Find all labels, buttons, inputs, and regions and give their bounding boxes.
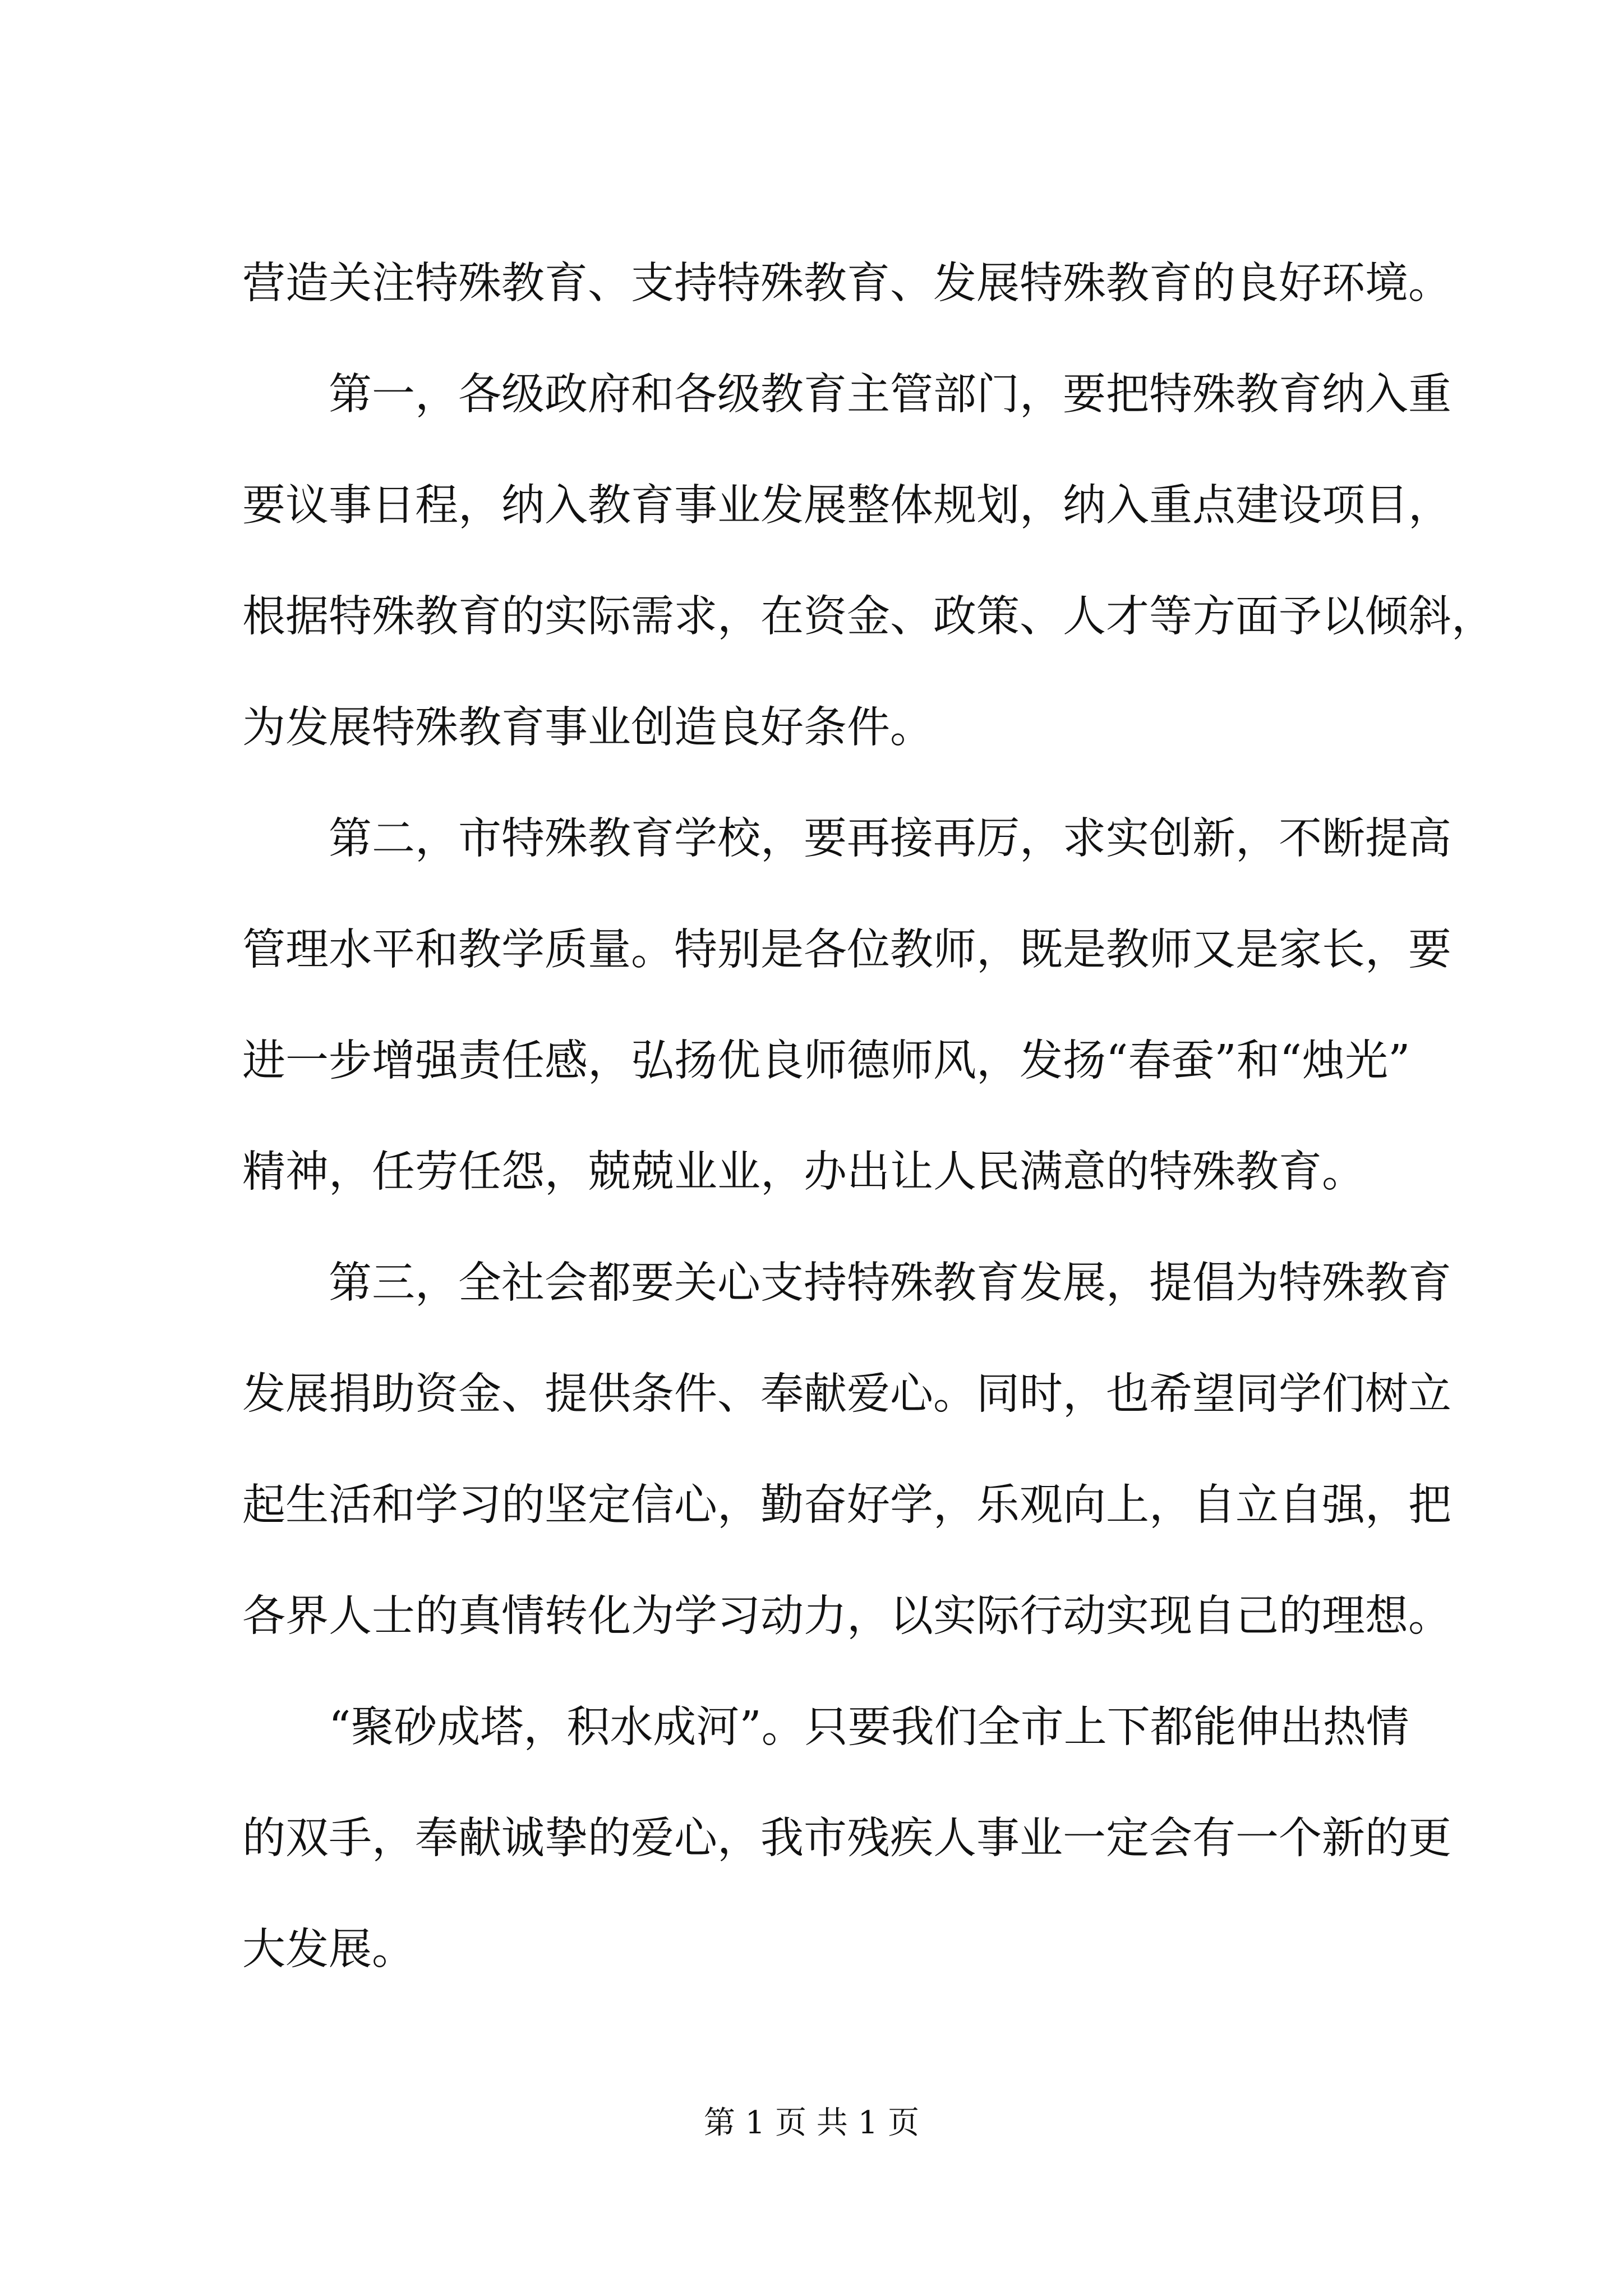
text-line: 进一步增强责任感，弘扬优良师德师风，发扬“春蚕”和“烛光” xyxy=(242,1036,1410,1086)
text-line: 要议事日程，纳入教育事业发展整体规划，纳入重点建设项目， xyxy=(242,481,1451,531)
paragraph-first-line: 第一，各级政府和各级教育主管部门，要把特殊教育纳入重 xyxy=(329,370,1451,420)
paragraph-first-line: 第三，全社会都要关心支持特殊教育发展，提倡为特殊教育 xyxy=(329,1258,1451,1308)
text-line: 管理水平和教学质量。特别是各位教师，既是教师又是家长，要 xyxy=(242,925,1451,975)
page-number-footer: 第 1 页 共 1 页 xyxy=(703,2105,920,2141)
text-line: 营造关注特殊教育、支持特殊教育、发展特殊教育的良好环境。 xyxy=(242,259,1451,309)
paragraph-first-line: “聚砂成塔，积水成河”。只要我们全市上下都能伸出热情 xyxy=(329,1703,1409,1752)
paragraph-first-line: 第二，市特殊教育学校，要再接再厉，求实创新，不断提高 xyxy=(329,814,1451,864)
text-line: 发展捐助资金、提供条件、奉献爱心。同时，也希望同学们树立 xyxy=(242,1369,1451,1419)
text-line: 精神，任劳任怨，兢兢业业，办出让人民满意的特殊教育。 xyxy=(242,1147,1365,1197)
text-line: 的双手，奉献诚挚的爱心，我市残疾人事业一定会有一个新的更 xyxy=(242,1814,1451,1864)
text-line: 大发展。 xyxy=(242,1925,415,1975)
document-body xyxy=(242,228,1495,2005)
text-line: 各界人士的真情转化为学习动力，以实际行动实现自己的理想。 xyxy=(242,1591,1451,1641)
text-line: 起生活和学习的坚定信心，勤奋好学，乐观向上，自立自强，把 xyxy=(242,1480,1451,1530)
text-line: 为发展特殊教育事业创造良好条件。 xyxy=(242,703,933,753)
text-line: 根据特殊教育的实际需求，在资金、政策、人才等方面予以倾斜， xyxy=(242,592,1495,642)
